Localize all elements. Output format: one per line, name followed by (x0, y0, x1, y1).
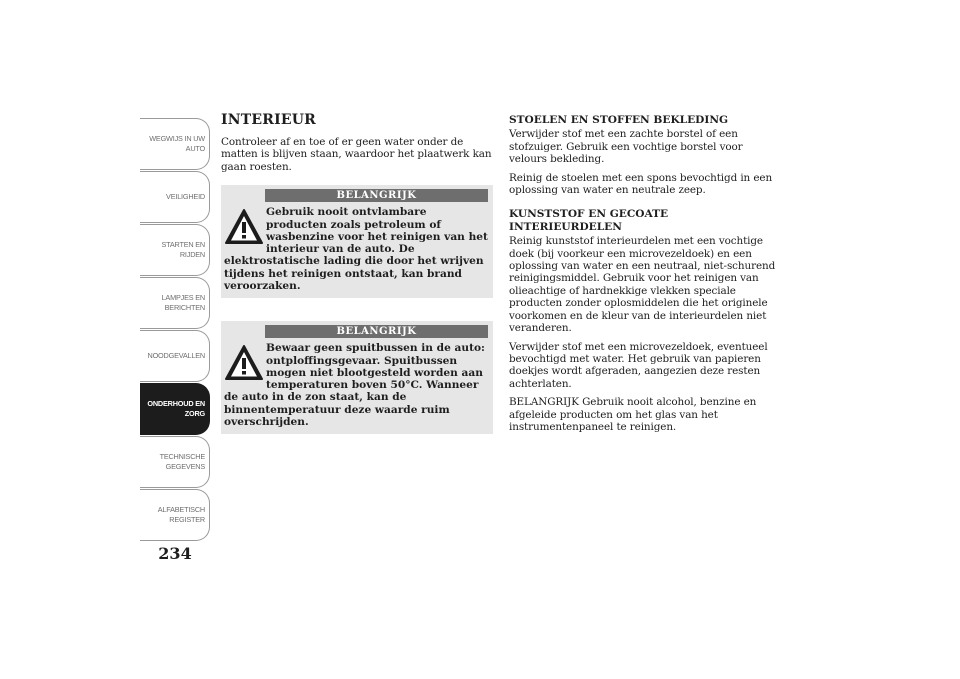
left-column (221, 112, 493, 434)
tab-label: TECHNISCHE GEGEVENS (159, 452, 205, 471)
tab-label: ONDERHOUD EN ZORG (147, 399, 205, 418)
warning-header: BELANGRIJK (265, 189, 488, 202)
tab-label: LAMPJES EN BERICHTEN (161, 293, 205, 312)
section-title: INTERIEUR (221, 112, 316, 128)
tab-starten-en-rijden[interactable] (140, 224, 210, 276)
paragraph: BELANGRIJK Gebruik nooit alcohol, benzine en afgeleide producten om het glas van het instrumentenpaneel te reinigen. (509, 396, 757, 433)
paragraph: Reinig kunststof interieurdelen met een vochtige doek (bij voorkeur een microvezeldoek) en een oplossing van water en een neutraal, niet-schurend reinigingsmiddel. Gebruik voor het reinigen van olieachtige of hardnekkige vlekken speciale producten zonder oplosmiddelen die het originele voorkomen en de kleur van de interieurdelen niet veranderen. (509, 235, 776, 335)
tab-label: ALFABETISCH REGISTER (157, 505, 205, 524)
tab-lampjes-en-berichten[interactable] (140, 277, 210, 329)
warning-text: Gebruik nooit ontvlambare producten zoals petroleum of wasbenzine voor het reinigen van het interieur van de auto. De elektrostatische lading die door het wrijven tijdens het reinigen ontstaat, kan brand veroorzaken. (224, 206, 488, 292)
warning-triangle-icon (224, 207, 264, 247)
paragraph: Verwijder stof met een zachte borstel of een stofzuiger. Gebruik een vochtige borstel voor velours bekleding. (509, 128, 743, 166)
warning-text: Bewaar geen spuitbussen in de auto: ontploffingsgevaar. Spuitbussen mogen niet blootgesteld worden aan temperaturen boven 50°C. Wanneer de auto in de zon staat, kan de binnentemperatuur deze waarde ruim overschrijden. (224, 342, 485, 429)
tab-label: STARTEN EN RIJDEN (161, 240, 205, 259)
heading-kunststof: KUNSTSTOF EN GECOATE INTERIEURDELEN (509, 208, 669, 233)
tab-wegwijs-in-uw-auto[interactable] (140, 118, 210, 170)
right-column (509, 114, 779, 439)
tab-noodgevallen[interactable] (140, 330, 210, 382)
tab-veiligheid[interactable] (140, 171, 210, 223)
warning-box-spray-cans (221, 321, 493, 434)
heading-stoelen: STOELEN EN STOFFEN BEKLEDING (509, 114, 729, 126)
intro-paragraph: Controleer af en toe of er geen water onder de matten is blijven staan, waardoor het plaatwerk kan gaan roesten. (221, 136, 492, 173)
tab-technische-gegevens[interactable] (140, 436, 210, 488)
tab-label: WEGWIJS IN UW AUTO (149, 134, 205, 153)
paragraph: Verwijder stof met een microvezeldoek, eventueel bevochtigd met water. Het gebruik van papieren doekjes wordt afgeraden, aangezien deze resten achterlaten. (509, 340, 768, 390)
tab-alfabetisch-register[interactable] (140, 489, 210, 541)
warning-triangle-icon (224, 343, 264, 383)
tab-label: VEILIGHEID (166, 192, 205, 201)
paragraph: Reinig de stoelen met een spons bevochtigd in een oplossing van water en neutrale zeep. (509, 171, 773, 197)
page-number: 234 (158, 544, 192, 563)
warning-header: BELANGRIJK (265, 325, 488, 338)
tab-label: NOODGEVALLEN (147, 351, 205, 360)
tab-onderhoud-en-zorg[interactable] (140, 383, 210, 435)
warning-box-flammable (221, 185, 493, 298)
